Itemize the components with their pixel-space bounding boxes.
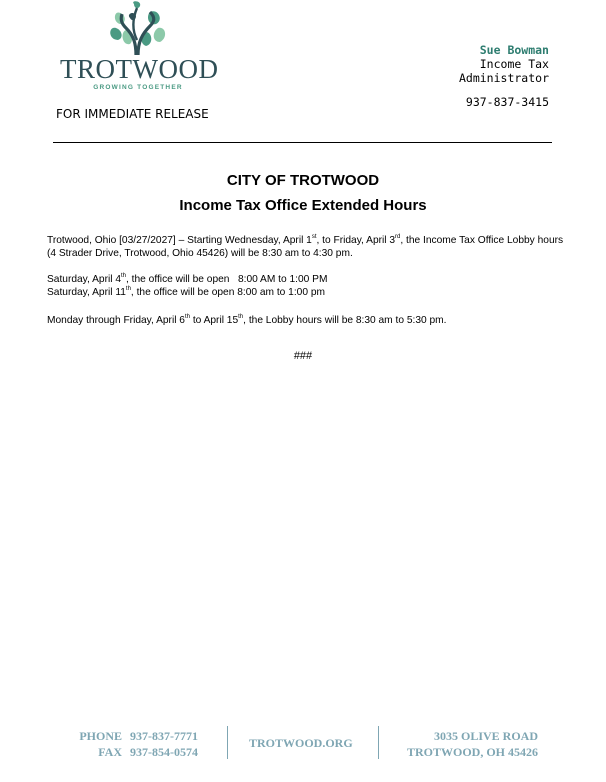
heading-line2: Income Tax Office Extended Hours [179, 197, 427, 214]
address-line2: TROTWOOD, OH 45426 [406, 745, 538, 759]
footer-divider-right [378, 726, 379, 759]
logo-wordmark: TROTWOOD [60, 54, 219, 84]
tree-icon [60, 0, 216, 56]
logo-tagline: GROWING TOGETHER [93, 84, 183, 91]
release-label: FOR IMMEDIATE RELEASE [56, 107, 209, 121]
contact-phone: 937-837-3415 [465, 95, 549, 109]
heading-line1: CITY OF TROTWOOD [226, 172, 380, 189]
footer-divider-left [227, 726, 228, 759]
paragraph-saturdays [47, 274, 567, 299]
footer-website: TROTWOOD.ORG [249, 736, 353, 750]
address-line1: 3035 OLIVE ROAD [433, 729, 538, 743]
footer [0, 722, 606, 762]
footer-phone-fax [72, 728, 198, 760]
saturday-line-2: Saturday, April 11th, the office will be open 8:00 am to 1:00 pm [47, 285, 325, 298]
saturday-line-1: Saturday, April 4th, the office will be open 8:00 AM to 1:00 PM [47, 273, 328, 285]
trotwood-logo [60, 0, 219, 96]
contact-title-line1: Income Tax [479, 57, 549, 71]
contact-block [459, 43, 549, 109]
fax-label: FAX [98, 745, 122, 759]
header-divider [53, 142, 552, 143]
paragraph-weekdays: Monday through Friday, April 6th to April 15th, the Lobby hours will be 8:30 am to 5:30 pm. [47, 314, 447, 326]
contact-name: Sue Bowman [479, 43, 549, 57]
phone-label: PHONE [79, 729, 122, 743]
paragraph-dates: Trotwood, Ohio [03/27/2027] – Starting Wednesday, April 1st, to Friday, April 3rd, the Income Tax Office Lobby hours (4 Strader Drive, Trotwood, Ohio 45426) will be 8:30 am to 4:30 pm. [47, 234, 564, 259]
footer-address [407, 728, 538, 760]
contact-title-line2: Administrator [458, 71, 549, 85]
end-mark: ### [293, 350, 313, 362]
phone-number: 937-837-7771 [130, 729, 198, 743]
fax-number: 937-854-0574 [130, 745, 198, 759]
